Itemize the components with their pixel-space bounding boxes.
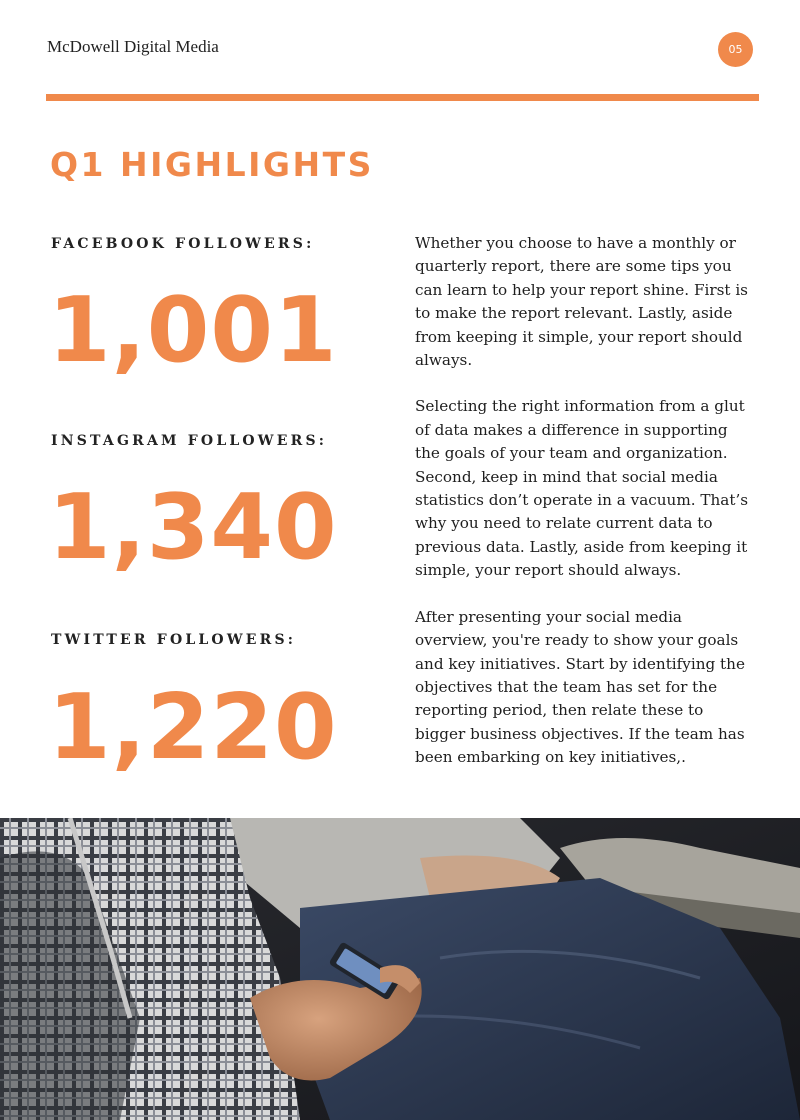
body-paragraph: Selecting the right information from a glut of data makes a difference in supporting the goals of your team and organization. Second, keep in mind that social media statistics don’t operate in a vacuum. That’s why you need to relate current data to previous data. Lastly, aside from keeping it simple, your report should always. bbox=[415, 397, 749, 580]
instagram-followers-label: INSTAGRAM FOLLOWERS: bbox=[51, 433, 328, 449]
body-text-column bbox=[415, 232, 755, 793]
facebook-followers-value: 1,001 bbox=[48, 278, 338, 383]
twitter-followers-value: 1,220 bbox=[48, 675, 338, 780]
people-with-smartphone-photo bbox=[0, 818, 800, 1120]
twitter-followers-label: TWITTER FOLLOWERS: bbox=[51, 632, 297, 648]
page-number-badge: 05 bbox=[718, 32, 753, 67]
body-paragraph: Whether you choose to have a monthly or quarterly report, there are some tips you can learn to help your report shine. First is to make the report relevant. Lastly, aside from keeping it simple, your report should always. bbox=[415, 234, 748, 370]
body-paragraph: After presenting your social media overview, you're ready to show your goals and key initiatives. Start by identifying the objectives that the team has set for the reporting period, then relate these to bigger business objectives. If the team has been embarking on key initiatives,. bbox=[415, 607, 745, 767]
header-divider bbox=[46, 94, 759, 101]
page-title: Q1 HIGHLIGHTS bbox=[50, 145, 374, 184]
instagram-followers-value: 1,340 bbox=[48, 475, 338, 580]
facebook-followers-label: FACEBOOK FOLLOWERS: bbox=[51, 236, 315, 252]
brand-name: McDowell Digital Media bbox=[47, 37, 219, 56]
